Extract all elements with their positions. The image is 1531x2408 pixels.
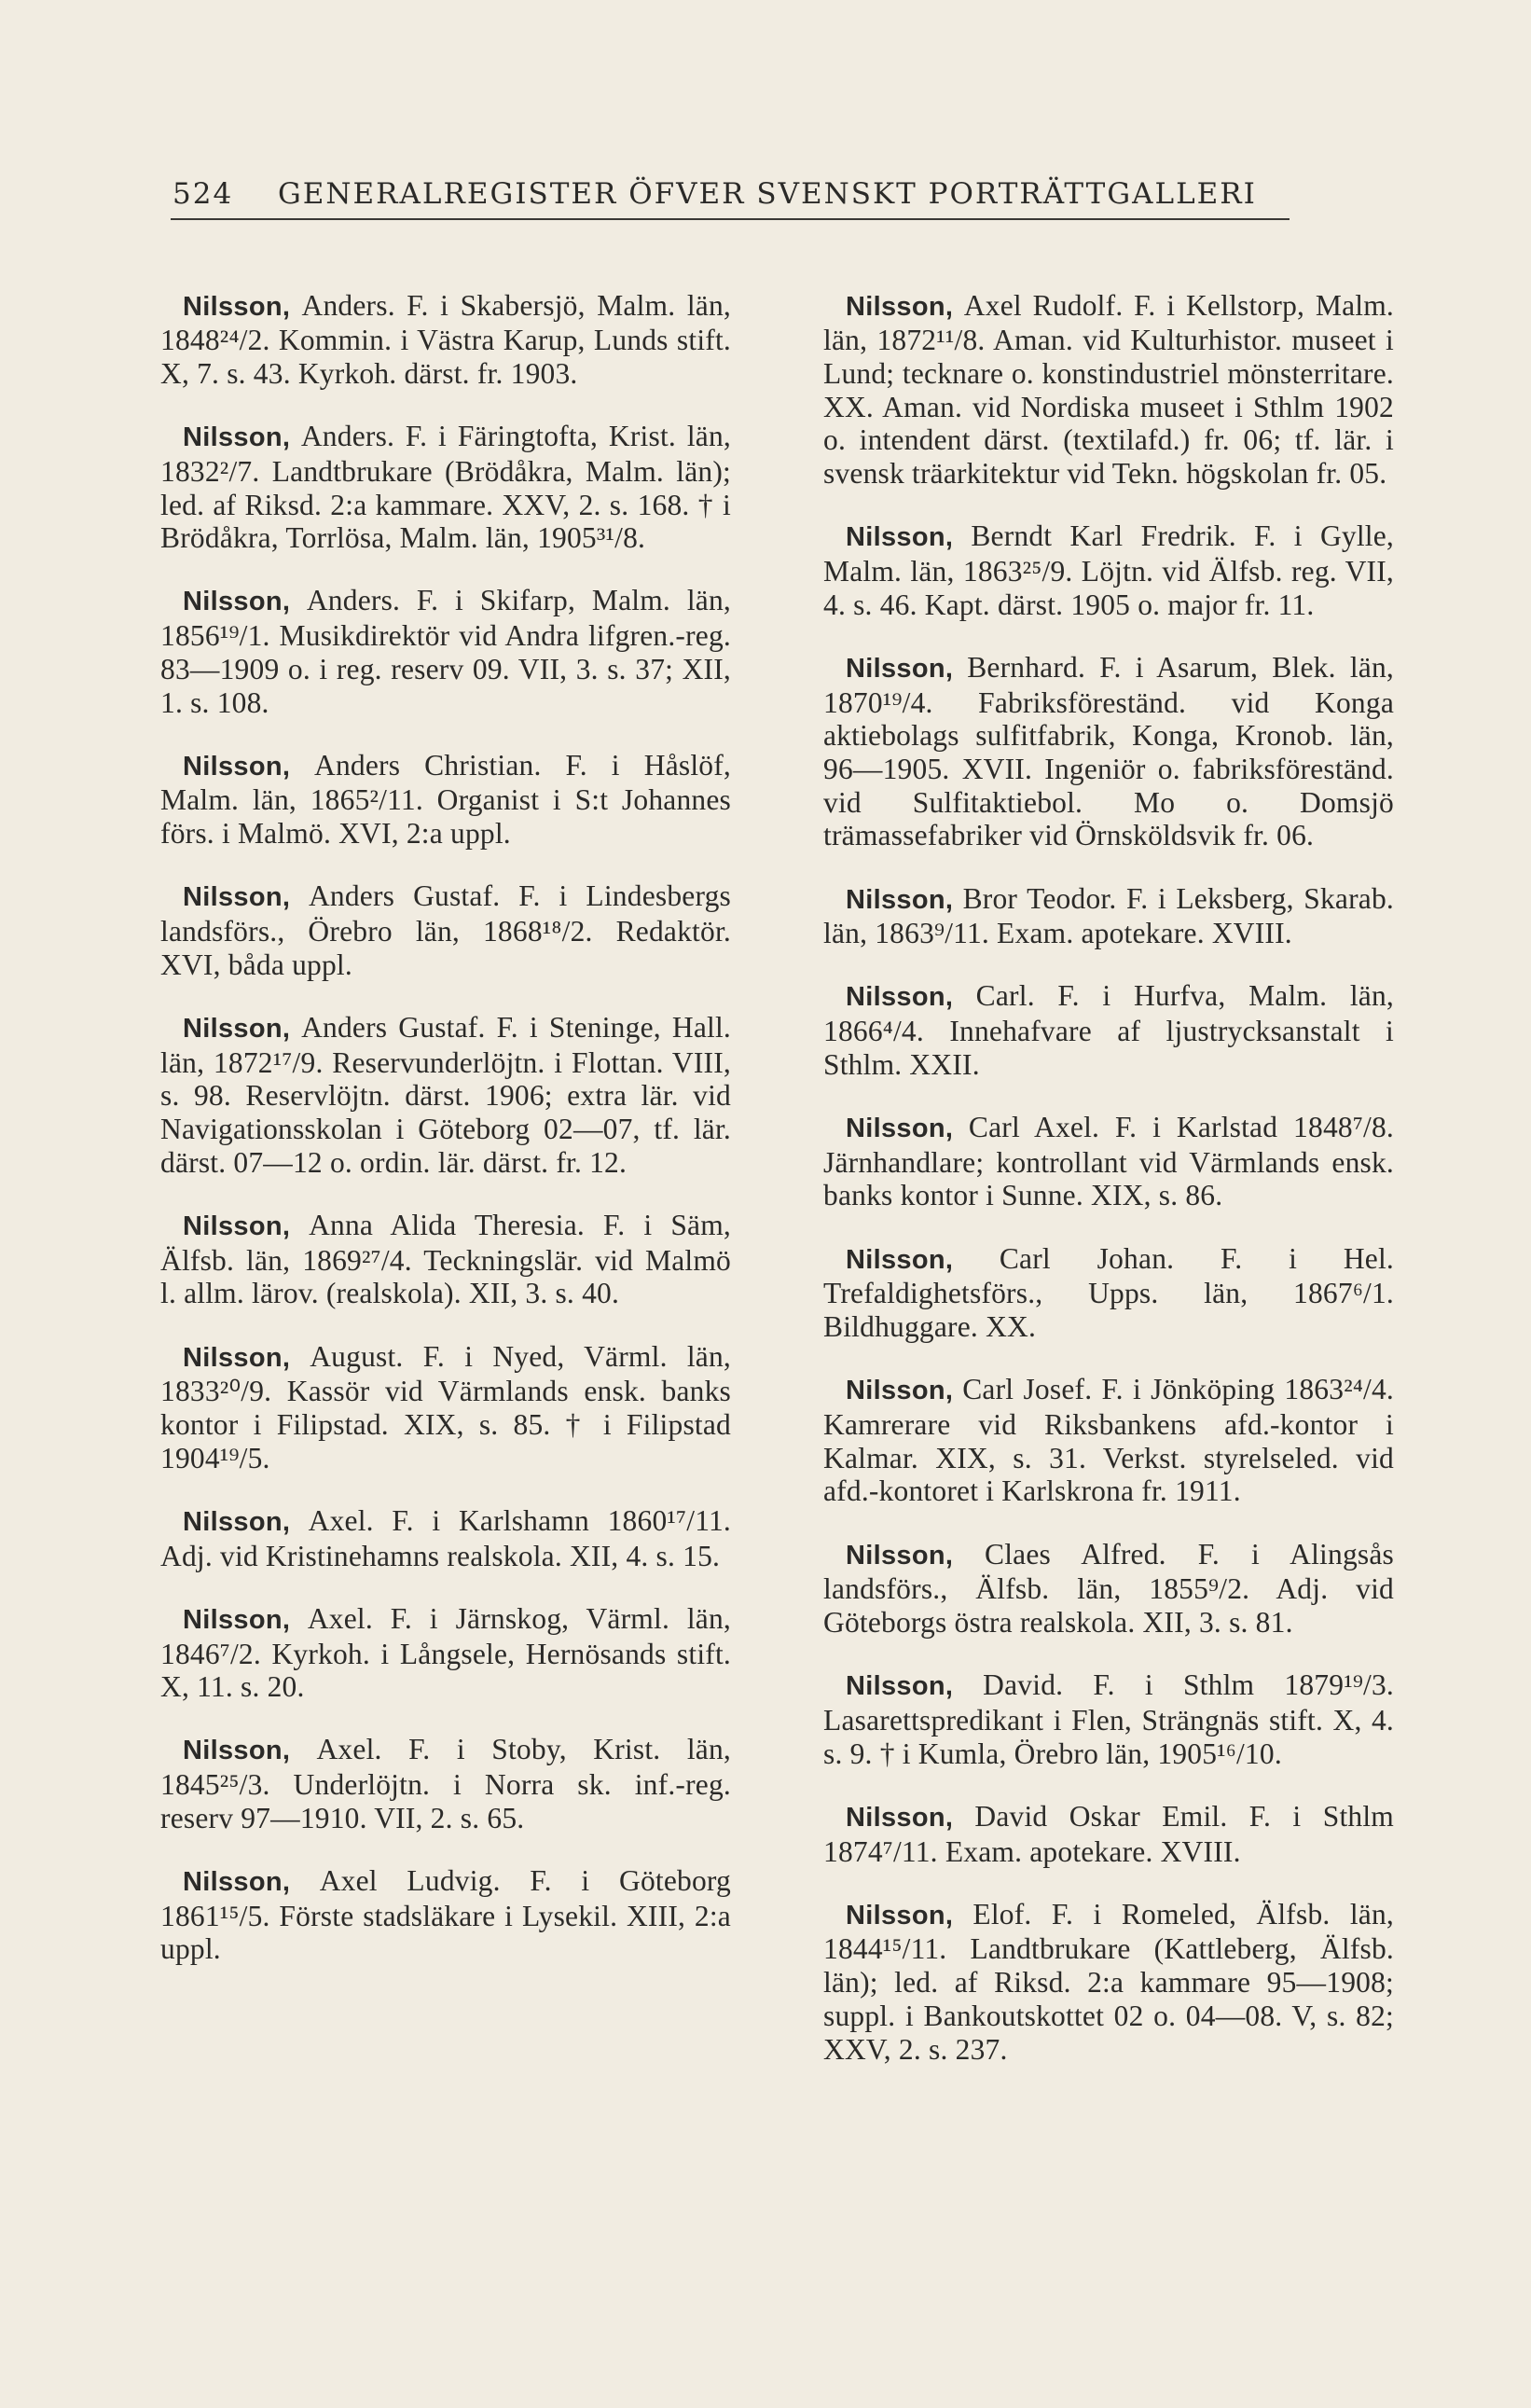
register-entry: [160, 1340, 731, 1475]
entry-surname: Nilsson,: [183, 587, 291, 617]
register-entry: [823, 1538, 1394, 1640]
right-column: [823, 259, 1394, 2083]
register-entry: [823, 882, 1394, 950]
entry-text: Axel Rudolf. F. i Kellstorp, Malm. län, 1872¹¹/8. Aman. vid Kulturhistor. museet i Lund; tecknare o. konstindustriel mönsterritare. XX. Aman. vid Nordiska museet i Sthlm 1902 o. intendent därst. (textilafd.) fr. 06; tf. lär. i svensk träarkitektur vid Tekn. högskolan fr. 05.: [823, 288, 1394, 491]
entry-surname: Nilsson,: [183, 1867, 291, 1898]
register-entry: [160, 289, 731, 391]
entry-text: August. F. i Nyed, Värml. län, 1833²⁰/9. Kassör vid Värmlands ensk. banks kontor i Filipstad. XIX, s. 85. † i Filipstad 1904¹⁹/5.: [160, 1339, 732, 1474]
entry-text: Anna Alida Theresia. F. i Säm, Älfsb. län, 1869²⁷/4. Teckningslär. vid Malmö l. allm. lärov. (realskola). XII, 3. s. 40.: [160, 1208, 732, 1310]
entry-text: Berndt Karl Fredrik. F. i Gylle, Malm. län, 1863²⁵/9. Löjtn. vid Älfsb. reg. VII, 4. s. 46. Kapt. därst. 1905 o. major fr. 11.: [823, 519, 1394, 621]
register-entry: [823, 979, 1394, 1081]
entry-surname: Nilsson,: [846, 884, 954, 915]
entry-text: Anders Christian. F. i Håslöf, Malm. län, 1865²/11. Organist i S:t Johannes förs. i Malmö. XVI, 2:a uppl.: [160, 748, 732, 851]
entry-surname: Nilsson,: [183, 882, 291, 913]
register-entry: [160, 1504, 731, 1572]
register-entry: [160, 1733, 731, 1834]
entry-surname: Nilsson,: [846, 1376, 954, 1406]
entry-text: Anders Gustaf. F. i Steninge, Hall. län, 1872¹⁷/9. Reservunderlöjtn. i Flottan. VIII, s. 98. Reservlöjtn. därst. 1906; extra lär. vid Navigationsskolan i Göteborg 02—07, tf. lär. därst. 07—12 o. ordin. lär. därst. fr. 12.: [160, 1010, 731, 1179]
register-entry: [823, 1800, 1394, 1868]
entry-surname: Nilsson,: [183, 1013, 291, 1044]
entry-text: Claes Alfred. F. i Alingsås landsförs., Älfsb. län, 1855⁹/2. Adj. vid Göteborgs östra realskola. XII, 3. s. 81.: [823, 1537, 1395, 1639]
register-entry: [160, 1209, 731, 1310]
entry-text: Axel. F. i Karlshamn 1860¹⁷/11. Adj. vid Kristinehamns realskola. XII, 4. s. 15.: [160, 1503, 731, 1572]
register-entry: [823, 519, 1394, 621]
entry-surname: Nilsson,: [846, 1900, 954, 1931]
register-entry: [823, 1668, 1394, 1770]
entry-text: Axel. F. i Stoby, Krist. län, 1845²⁵/3. Underlöjtn. i Norra sk. inf.-reg. reserv 97—1910. VII, 2. s. 65.: [160, 1733, 731, 1834]
entry-text: Axel. F. i Järnskog, Värml. län, 1846⁷/2. Kyrkoh. i Långsele, Hernösands stift. X, 11. s. 20.: [160, 1601, 731, 1704]
running-header: [172, 177, 1291, 211]
entry-surname: Nilsson,: [846, 1244, 954, 1275]
entry-surname: Nilsson,: [846, 1671, 954, 1702]
header-rule: [171, 218, 1290, 220]
entry-surname: Nilsson,: [846, 653, 954, 684]
entry-surname: Nilsson,: [183, 1736, 291, 1766]
entry-surname: Nilsson,: [846, 1114, 954, 1144]
left-column: [160, 259, 731, 1983]
entry-text: Bernhard. F. i Asarum, Blek. län, 1870¹⁹/4. Fabriksföreständ. vid Konga aktiebolags sulfitfabrik, Konga, Kronob. län, 96—1905. XVII. Ingeniör o. fabriksföreständ. vid Sulfitaktiebol. Mo o. Domsjö trämassefabriker vid Örnsköldsvik fr. 06.: [823, 650, 1394, 852]
entry-text: Anders. F. i Skifarp, Malm. län, 1856¹⁹/1. Musikdirektör vid Andra lifgren.-reg. 83—1909 o. i reg. reserv 09. VII, 3. s. 37; XII, 1. s. 108.: [160, 584, 731, 719]
entry-text: Anders. F. i Skabersjö, Malm. län, 1848²⁴/2. Kommin. i Västra Karup, Lunds stift. X, 7. s. 43. Kyrkoh. därst. fr. 1903.: [160, 288, 732, 390]
register-entry: [160, 1011, 731, 1180]
entry-text: David Oskar Emil. F. i Sthlm 1874⁷/11. Exam. apotekare. XVIII.: [823, 1799, 1395, 1868]
entry-surname: Nilsson,: [183, 1342, 291, 1373]
page-title: GENERALREGISTER ÖFVER SVENSKT PORTRÄTTGALLERI: [278, 177, 1257, 211]
entry-text: Carl Johan. F. i Hel. Trefaldighetsförs., Upps. län, 1867⁶/1. Bildhuggare. XX.: [823, 1241, 1395, 1344]
page-number: 524: [172, 177, 234, 211]
register-entry: [823, 1373, 1394, 1508]
entry-text: Anders Gustaf. F. i Lindesbergs landsförs., Örebro län, 1868¹⁸/2. Redaktör. XVI, båda uppl.: [160, 879, 731, 981]
entry-surname: Nilsson,: [846, 1540, 954, 1571]
entry-text: Anders. F. i Färingtofta, Krist. län, 1832²/7. Landtbrukare (Brödåkra, Malm. län); led. af Riksd. 2:a kammare. XXV, 2. s. 168. † i Brödåkra, Torrlösa, Malm. län, 1905³¹/8.: [160, 420, 731, 555]
entry-surname: Nilsson,: [846, 982, 954, 1013]
entry-surname: Nilsson,: [183, 291, 291, 322]
entry-surname: Nilsson,: [846, 1802, 954, 1833]
register-entry: [823, 289, 1394, 491]
entry-text: Carl Josef. F. i Jönköping 1863²⁴/4. Kamrerare vid Riksbankens afd.-kontor i Kalmar. XIX, s. 31. Verkst. styrelseled. vid afd.-kontoret i Karlskrona fr. 1911.: [823, 1373, 1395, 1508]
register-entry: [160, 1864, 731, 1966]
entry-text: Bror Teodor. F. i Leksberg, Skarab. län, 1863⁹/11. Exam. apotekare. XVIII.: [823, 881, 1394, 950]
entry-text: Elof. F. i Romeled, Älfsb. län, 1844¹⁵/11. Landtbrukare (Kattleberg, Älfsb. län); led. af Riksd. 2:a kammare 95—1908; suppl. i Bankoutskottet 02 o. 04—08. V, s. 82; XXV, 2. s. 237.: [823, 1897, 1394, 2066]
register-entry: [160, 584, 731, 719]
entry-surname: Nilsson,: [183, 751, 291, 782]
entry-surname: Nilsson,: [183, 1506, 291, 1537]
register-entry: [160, 749, 731, 851]
register-entry: [823, 1242, 1394, 1344]
entry-text: David. F. i Sthlm 1879¹⁹/3. Lasarettspredikant i Flen, Strängnäs stift. X, 4. s. 9. † i Kumla, Örebro län, 1905¹⁶/10.: [823, 1668, 1394, 1770]
register-entry: [160, 420, 731, 555]
register-entry: [160, 1602, 731, 1704]
entry-surname: Nilsson,: [183, 1211, 291, 1241]
entry-text: Carl. F. i Hurfva, Malm. län, 1866⁴/4. Innehafvare af ljustrycksanstalt i Sthlm. XXII.: [823, 979, 1394, 1081]
entry-surname: Nilsson,: [846, 291, 954, 322]
entry-surname: Nilsson,: [846, 522, 954, 553]
entry-surname: Nilsson,: [183, 1604, 291, 1635]
register-entry: [160, 879, 731, 981]
entry-text: Carl Axel. F. i Karlstad 1848⁷/8. Järnhandlare; kontrollant vid Värmlands ensk. banks kontor i Sunne. XIX, s. 86.: [823, 1111, 1394, 1212]
register-entry: [823, 1111, 1394, 1212]
register-entry: [823, 1898, 1394, 2067]
entry-text: Axel Ludvig. F. i Göteborg 1861¹⁵/5. Förste stadsläkare i Lysekil. XIII, 2:a uppl.: [160, 1864, 732, 1966]
register-entry: [823, 651, 1394, 852]
entry-surname: Nilsson,: [183, 422, 291, 453]
